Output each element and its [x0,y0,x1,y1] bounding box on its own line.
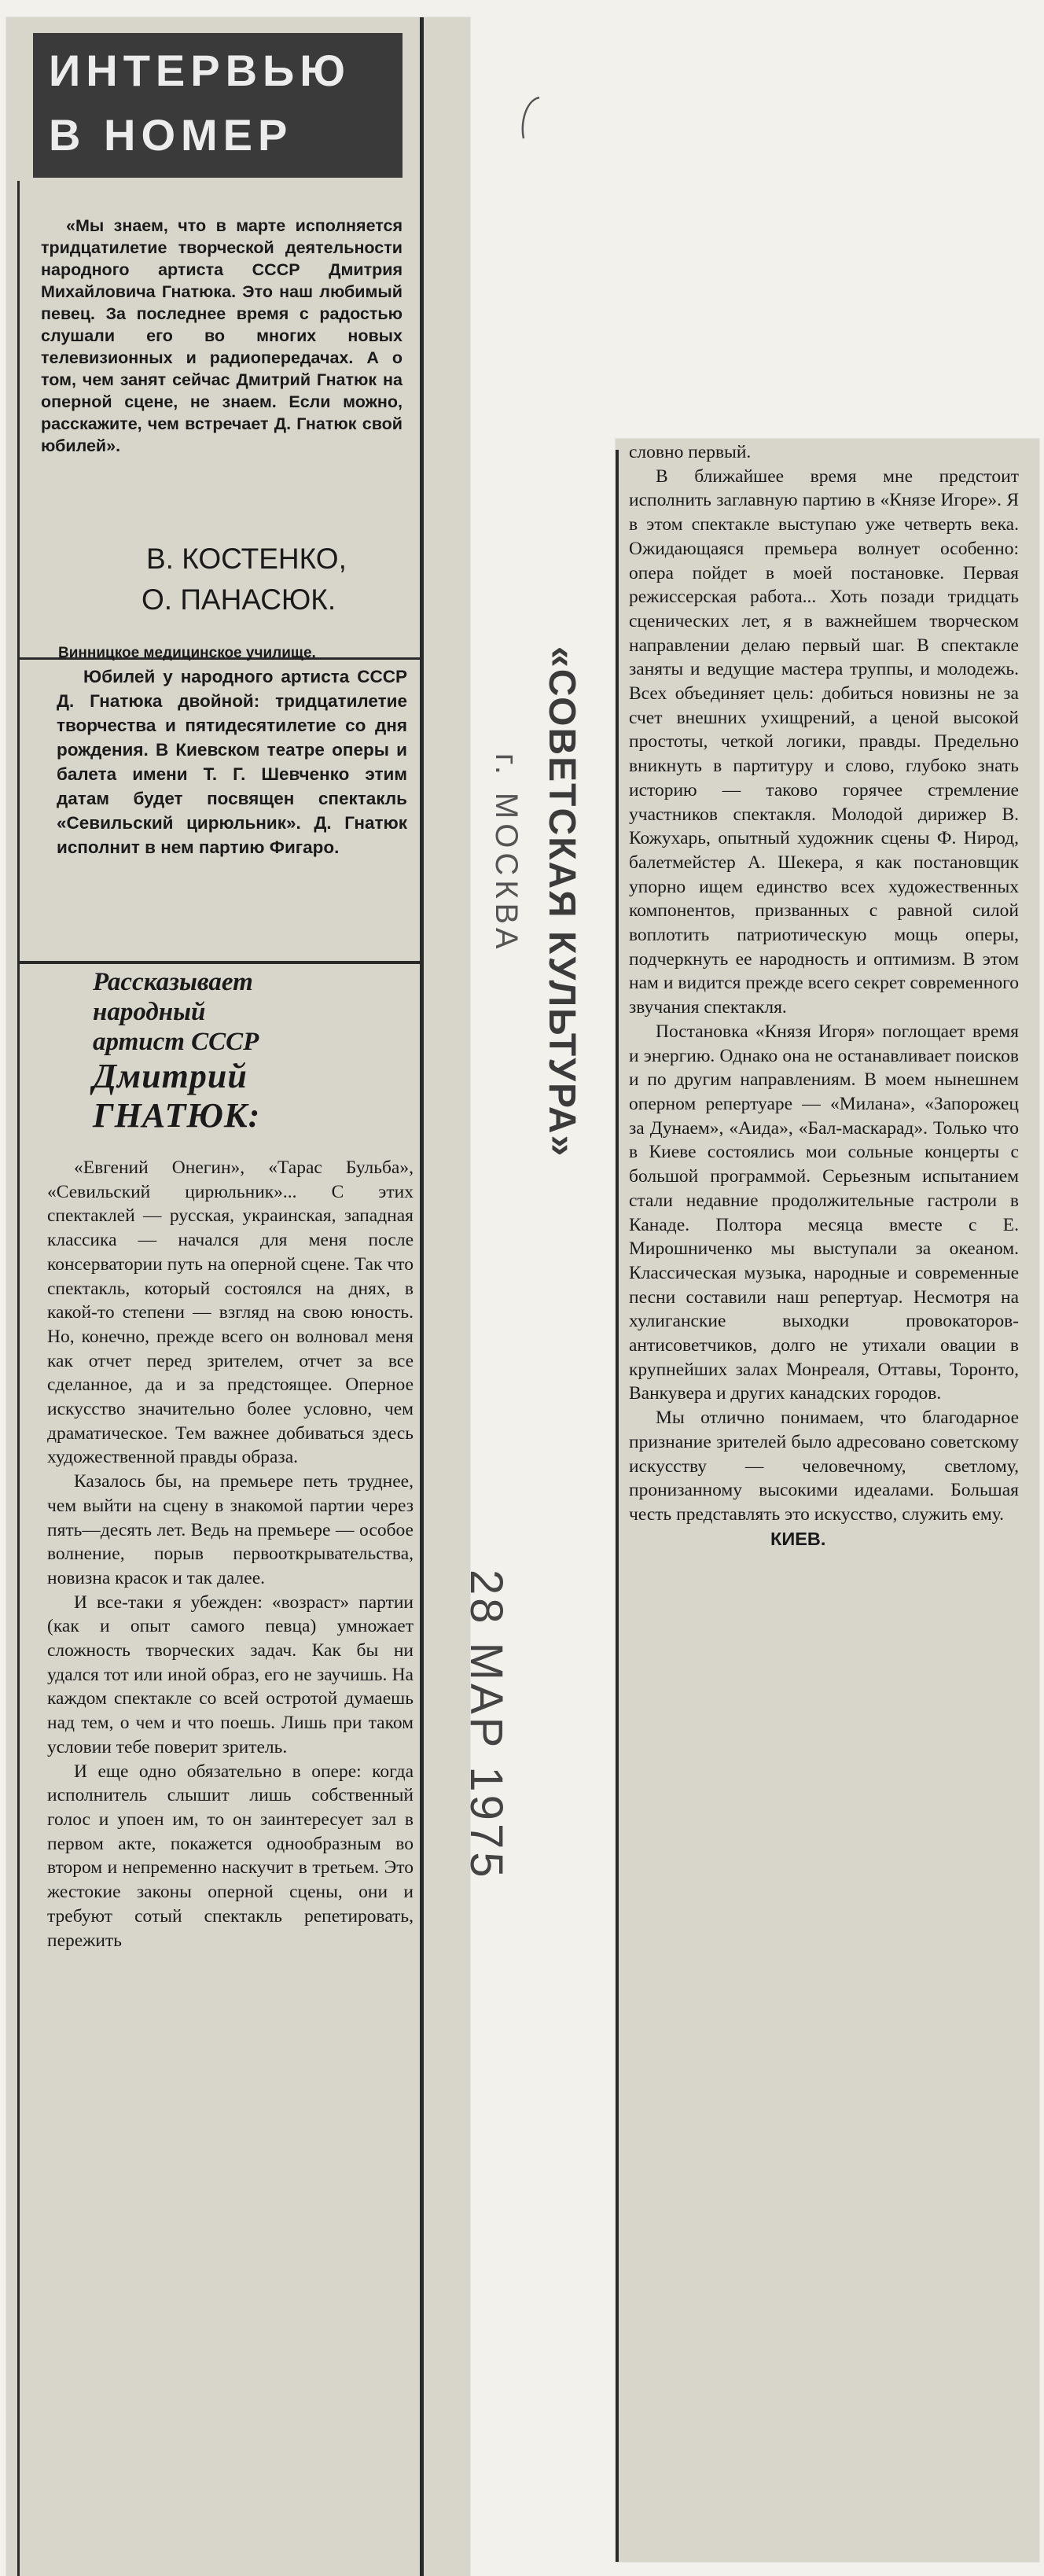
byline-line-2: народный [93,998,206,1026]
reader-question [41,215,403,457]
right-column-rule [420,17,424,2576]
body-paragraph: Постановка «Князя Игоря» поглощает время и энергию. Однако она не останавливает поисков и по другим направлениям. В моем нынешнем оперном репертуаре — «Милана», «Запорожец за Дунаем», «Аида», «Бал-маскарад». Только что в Киеве состоялись мои сольные концерты с большой программой. Серьезным испытанием стали недавние продолжительные гастроли в Канаде. Полтора месяца вместе с Е. Мирошниченко мы выступали за океаном. Классическая музыка, народные и современные песни составили наш репертуар. Несмотря на хулиганские выходки провокаторов-антисоветчиков, долго не утихали овации в крупнейших залах Монреаля, Оттавы, Торонто, Ванкувера и других канадских городов. [629,1021,1019,1404]
body-paragraph: «Евгений Онегин», «Тарас Бульба», «Севильский цирюльник»... С этих спектаклей — русская, украинская, западная классика — начался для меня после консерватории путь на оперной сцене. Так что спектакль, который состоялся на днях, в какой-то степени — взгляд на свою юность. Но, конечно, прежде всего он волновал меня как отчет перед зрителем, отчет за все сделанное, да и за предстоящее. Оперное искусство значительно более условно, чем драматическое. Тем важнее добиваться здесь художественной правды образа. [47,1157,414,1468]
body-paragraph: словно первый. [629,442,752,462]
stamp-date-text: 28 МАР 1975 [461,1570,512,1881]
intro-bottom-rule [17,961,420,964]
right-clipping-left-rule [616,450,619,2562]
author-institution: Винницкое медицинское училище. [58,645,316,661]
intro-text: Юбилей у народного артиста СССР Д. Гнатюка двойной: тридцатилетие творчества и пятидесятилетие со дня рождения. В Киевском театре оперы и балета имени Т. Г. Шевченко этим датам будет посвящен спектакль «Севильский цирюльник». Д. Гнатюк исполнит в нем партию Фигаро. [57,667,407,857]
byline-line-3: артист СССР [93,1028,259,1056]
author-name-2: О. ПАНАСЮК. [142,583,336,616]
left-column-body [47,1156,414,2571]
right-column-body [629,440,1019,2556]
left-column-rule [17,181,20,2576]
byline-line-4: Дмитрий [93,1057,248,1095]
pencil-mark-icon [508,93,563,148]
body-paragraph: И еще одно обязательно в опере: когда исполнитель слышит лишь собственный голос и упоен им, то он заинтересует зал в первом акте, покажется однообразным во втором и непременно наскучит в третьем. Это жестокие законы оперной сцены, они и требуют сотый спектакль репетировать, пережить [47,1761,414,1951]
author-name-1: В. КОСТЕНКО, [146,543,347,575]
question-text: «Мы знаем, что в марте исполняется тридцатилетие творческой деятельности народного артиста СССР Дмитрия Михайловича Гнатюка. Это наш любимый певец. За последнее время с радостью слушали его во многих новых телевизионных и радиопередачах. А о том, чем занят сейчас Дмитрий Гнатюк на оперной сцене, не знаем. Если можно, расскажите, чем встречает Д. Гнатюк свой юбилей». [41,216,403,455]
stamp-name-text: «СОВЕТСКАЯ КУЛЬТУРА» [541,646,583,1158]
body-paragraph: В ближайшее время мне предстоит исполнить заглавную партию в «Князе Игоре». Я в этом спектакле выступаю уже четверть века. Ожидающаяся премьера волнует особенно: опера пойдет в моей постановке. Первая режиссерская работа... Хоть позади тридцать сценических лет, я в важнейшем творческом направлении делаю первый шаг. В спектакле заняты и ведущие мастера труппы, и молодежь. Всех объединяет цель: добиться новизны не за счет внешних ухищрений, а ценой высокой простоты, четкой логики, правды. Предельно вникнуть в партитуру и слово, глубоко знать историю — таково горячее стремление участников спектакля. Молодой дирижер В. Кожухарь, опытный художник сцены Ф. Нирод, балетмейстер А. Шекера, я как постановщик упорно ищем единство всех художественных компонентов, призванных с равной силой воплотить патриотическую мощь оперы, подчеркнуть ее народность и оптимизм. В этом нам и видится прежде всего секрет современного звучания спектакля. [629,466,1019,1018]
byline-line-5: ГНАТЮК: [93,1096,261,1135]
byline-line-1: Рассказывает [93,968,253,996]
body-paragraph: Мы отлично понимаем, что благодарное признание зрителей было адресовано советскому искусству — человечному, светлому, пронизанному высокими идеалами. Большая честь представлять это искусство, служить ему. [629,1408,1019,1525]
heading-line-2: В НОМЕР [49,110,293,160]
body-paragraph: И все-таки я убежден: «возраст» партии (как и опыт самого певца) умножает сложность творческих задач. Как бы ни удался тот или иной образ, его не заучишь. На каждом спектакле со всей остротой думаешь над тем, о чем и что поешь. Лишь при таком условии тебе поверит зритель. [47,1592,414,1757]
interview-byline [93,967,392,1135]
intro-paragraph [57,664,407,859]
section-heading [33,33,403,178]
dateline: КИЕВ. [770,1528,826,1549]
stamp-city-text: г. МОСКВА [489,753,524,954]
body-paragraph: Казалось бы, на премьере петь труднее, чем выйти на сцену в знакомой партии через пять—десять лет. Ведь на премьере — особое волнение, порыв первооткрывательства, новизна красок и так далее. [47,1471,414,1588]
heading-line-1: ИНТЕРВЬЮ [49,46,351,95]
